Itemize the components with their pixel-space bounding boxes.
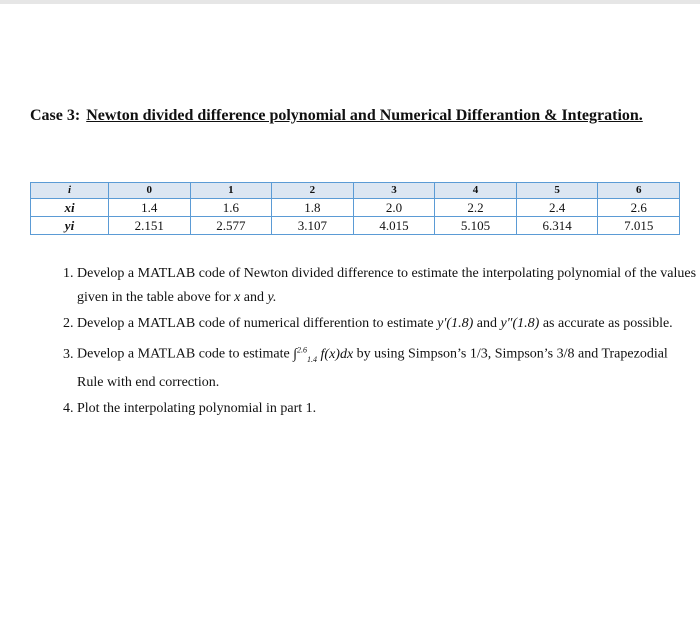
task-item-2	[77, 312, 697, 336]
task-item-4	[77, 397, 697, 421]
table-row-y	[31, 217, 680, 235]
top-border	[0, 0, 700, 4]
table-cell: 1.6	[190, 199, 272, 217]
table-cell: 2.151	[109, 217, 191, 235]
table-cell: 1	[190, 183, 272, 199]
row-label-x: xi	[31, 199, 109, 217]
table-cell: 5	[516, 183, 598, 199]
task-3-text: Develop a MATLAB code to estimate	[77, 346, 290, 362]
task-list	[52, 262, 697, 423]
table-cell: 0	[109, 183, 191, 199]
task-1-text: Develop a MATLAB code of Newton divided difference to estimate the interpolating polynomial of the values given in the table above for	[77, 266, 697, 305]
task-item-1	[77, 262, 697, 310]
table-cell: 3.107	[272, 217, 354, 235]
table-cell: 4	[435, 183, 517, 199]
task-2-expr-first-derivative: y′(1.8)	[437, 316, 474, 331]
task-3-tail: by using Simpson’s 1/3, Simpson’s 3/8 and Trapezodial Rule with end correction.	[77, 346, 668, 391]
table-cell: 2.577	[190, 217, 272, 235]
table-cell: 2.2	[435, 199, 517, 217]
table-cell: 1.4	[109, 199, 191, 217]
row-label-i: i	[31, 183, 109, 199]
task-1-var-x: x	[234, 290, 241, 305]
table-cell: 2.6	[598, 199, 680, 217]
row-label-y: yi	[31, 217, 109, 235]
task-2-tail: as accurate as possible.	[542, 316, 673, 331]
task-1-var-y: y.	[267, 290, 277, 305]
table-cell: 7.015	[598, 217, 680, 235]
integral-expression	[293, 347, 353, 362]
table-cell: 2	[272, 183, 354, 199]
integrand: f(x)dx	[320, 346, 354, 362]
table-cell: 2.4	[516, 199, 598, 217]
table-row-x	[31, 199, 680, 217]
task-2-and: and	[476, 316, 497, 331]
table-row-index	[31, 183, 680, 199]
integral-lower-limit: 1.4	[307, 354, 318, 364]
task-1-and: and	[243, 290, 264, 305]
integral-upper-limit: 2.6	[297, 345, 308, 354]
case-label: Case 3:	[30, 107, 81, 124]
table-cell: 6	[598, 183, 680, 199]
table-cell: 6.314	[516, 217, 598, 235]
table-cell: 4.015	[353, 217, 435, 235]
data-table	[30, 182, 680, 235]
case-title: Newton divided difference polynomial and Numerical Differantion & Integration.	[86, 107, 643, 124]
table-cell: 3	[353, 183, 435, 199]
case-heading	[30, 107, 670, 125]
task-4-text: Plot the interpolating polynomial in part 1.	[77, 401, 317, 417]
integral-sign: ∫	[293, 346, 298, 362]
task-2-text: Develop a MATLAB code of numerical differention to estimate	[77, 316, 434, 331]
table-cell: 5.105	[435, 217, 517, 235]
table-cell: 2.0	[353, 199, 435, 217]
table-cell: 1.8	[272, 199, 354, 217]
task-item-3	[77, 338, 697, 395]
task-2-expr-second-derivative: y″(1.8)	[500, 316, 540, 331]
